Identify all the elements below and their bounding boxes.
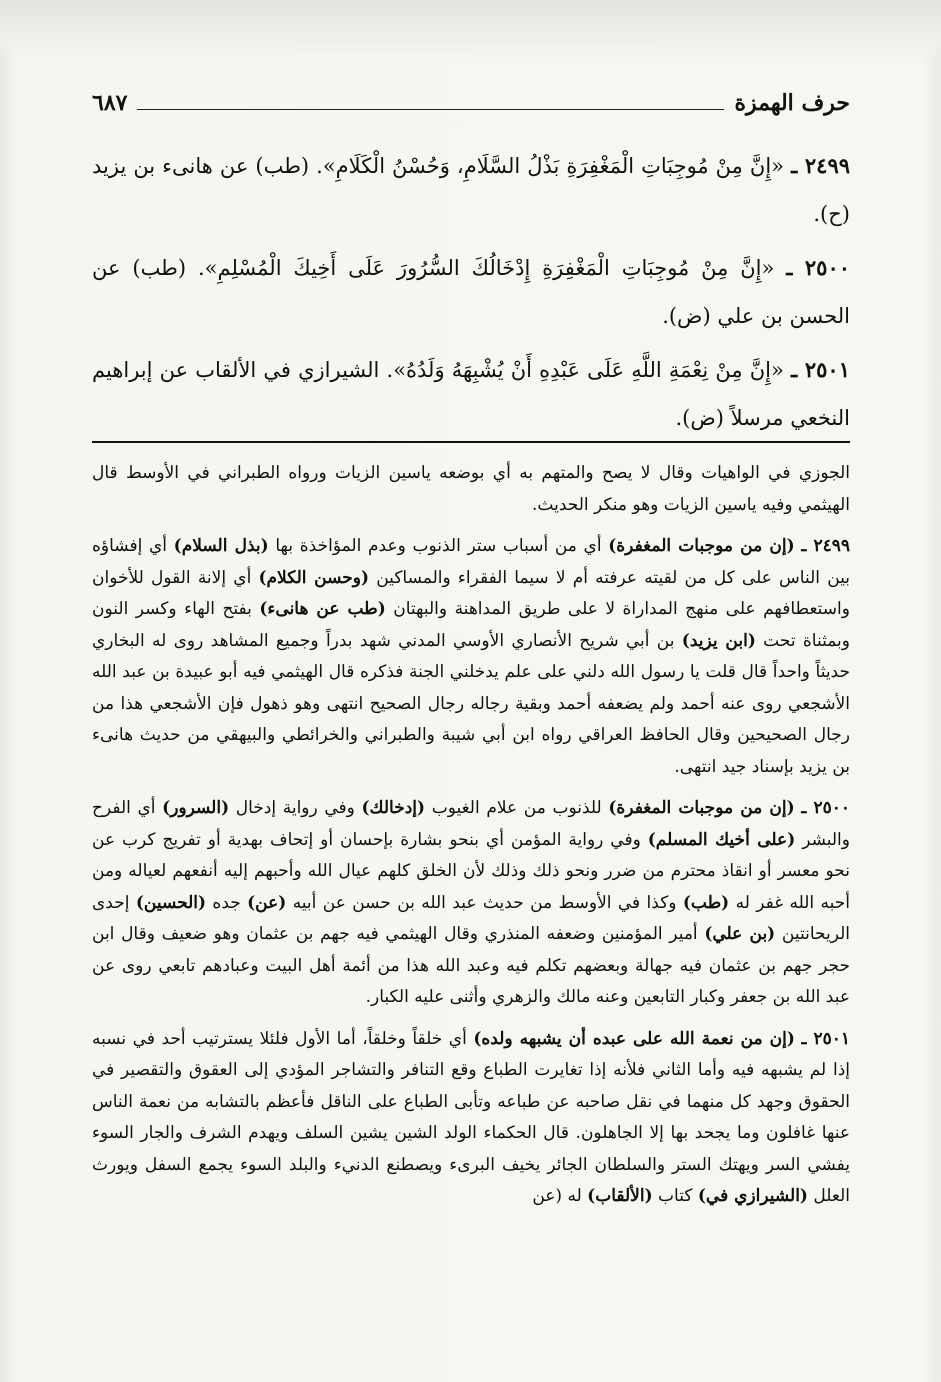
- lemma: (ابن يزيد): [681, 630, 756, 651]
- lemma: (الألقاب): [587, 1186, 653, 1206]
- hadith-quote: «إِنَّ مِنْ مُوجِبَاتِ الْمَغْفِرَةِ إِدْخَالُكَ السُّرُورَ عَلَى أَخِيكَ الْمُسْلِمِ»: [204, 256, 775, 280]
- hadith-source: . (طب) عن هانىء بن يزيد (ح).: [92, 154, 850, 226]
- lemma: (السرور): [162, 798, 230, 818]
- hadith-entry-2499: [92, 142, 850, 238]
- commentary-text: له (عن: [532, 1186, 588, 1206]
- commentary-2500: [92, 793, 850, 1014]
- running-title: حرف الهمزة: [734, 90, 850, 116]
- page-header: [92, 86, 850, 116]
- lemma: (إن من نعمة الله على عبده أن يشبهه ولده): [473, 1028, 795, 1049]
- entry-number: ٢٥٠١ ـ: [790, 357, 850, 382]
- commentary-text: جده: [206, 892, 248, 913]
- lemma: (عن): [247, 892, 287, 913]
- commentary-intro: الجوزي في الواهيات وقال لا يصح والمتهم به أي بوضعه ياسين الزيات ورواه الطبراني في الأوسط قال الهيثمي وفيه ياسين الزيات وهو منكر الحديث.: [92, 463, 850, 515]
- commentary: [92, 458, 850, 1223]
- commentary-text: أي خلقاً وخلقاً، أما الأول فلئلا يسترتيب أحد في نسبه إذا لم يشبهه فيه وأما الثاني فلأنه إذا تغايرت الطباع وقع التنافر والتشاجر المؤدي إلى العقوق والتقصير في الحقوق وجهد كل منهما في نقل صاحبه عن طباعه وتأبى الطباع على الناقل فأعظم بالتشابه من نعمة الناس عنها غافلون وما يجحد بها إلا الجاهلون. قال الحكماء الولد الشين يشين السلف ويهدم الشرف والجار السوء يفشي السر ويهتك الستر والسلطان الجائر يخيف البرىء ويصطنع الدنيء والبلد السوء يجمع السفل ويورث العلل: [92, 1028, 850, 1206]
- lemma: (بن علي): [704, 924, 776, 944]
- lemma: (إن من موجبات المغفرة): [608, 536, 795, 556]
- entry-number: ٢٤٩٩ ـ: [791, 153, 851, 178]
- lemma: (إن من موجبات المغفرة): [608, 798, 795, 818]
- hadith-text: [92, 142, 850, 442]
- footnote-divider: [92, 441, 850, 443]
- entry-number: ٢٥٠١ ـ: [801, 1028, 850, 1049]
- lemma: (طب عن هانىء): [259, 599, 386, 619]
- lemma: (على أخيك المسلم): [647, 829, 796, 850]
- commentary-text: أي الفرح والبشر: [92, 798, 850, 850]
- entry-number: ٢٤٩٩ ـ: [801, 536, 851, 556]
- commentary-text: بفتح الهاء وكسر النون وبمثناة تحت: [92, 599, 851, 651]
- commentary-text: أمير المؤمنين وضعفه المنذري وقال الهيثمي فيه جهم بن عثمان وهو ضعيف وقال ابن حجر جهم بن عثمان فيه جهالة وبعضهم تكلم فيه وعبد الله هذا من أئمة أهل البيت وعبادهم تابعي روى عن عبد الله بن جعفر وكبار التابعين وعنه مالك والزهري وأثنى عليه الكبار.: [92, 924, 850, 1007]
- lemma: (طب): [682, 892, 730, 913]
- entry-number: ٢٥٠٠ ـ: [801, 798, 850, 818]
- hadith-quote: «إِنَّ مِنْ مُوجِبَاتِ الْمَغْفِرَةِ بَذْلُ السَّلَامِ، وَحُسْنُ الْكَلَامِ»: [322, 154, 785, 178]
- commentary-text: أي إفشاؤه بين الناس على كل من لقيته عرفته أم لا سيما الفقراء والمساكين: [92, 536, 850, 588]
- entry-number: ٢٥٠٠ ـ: [786, 255, 851, 280]
- hadith-source: . (طب) عن الحسن بن علي (ض).: [92, 256, 850, 328]
- commentary-text: أي من أسباب ستر الذنوب وعدم المؤاخذة بها: [268, 536, 609, 556]
- lemma: (الشيرازي في): [697, 1186, 808, 1206]
- commentary-text: وفي رواية المؤمن أي بنحو بشارة بإحسان أو إتحاف بهدية أو تفريج كرب عن نحو معسر أو انقاذ محترم من ضرر ونحو ذلك وذلك لأن الخلق كلهم عيال الله وأحبهم إليه أنفعهم لعياله ومن أحبه الله غفر له: [92, 829, 850, 913]
- commentary-text: بن أبي شريح الأنصاري الأوسي المدني شهد بدراً وجميع المشاهد روى له البخاري حديثاً واحداً قال قلت يا رسول الله دلني على علم يدخلني الجنة فذكره قال الهيثمي فيه أبو عبيدة بن عبد الله الأشجعي روى عنه أحمد ولم يضعفه أحمد وبقية رجاله رجال الصحيح انتهى وهو ذهول فإن الأشجعي هذا من رجال الصحيحين وقال الحافظ العراقي رواه ابن أبي شيبة والطبراني والخرائطي والبيهقي من حديث هانىء بن يزيد بإسناد جيد انتهى.: [92, 630, 850, 777]
- page-number: ٦٨٧: [92, 90, 128, 116]
- hadith-quote: «إِنَّ مِنْ نِعْمَةِ اللَّهِ عَلَى عَبْدِهِ أَنْ يُشْبِهَهُ وَلَدُهُ»: [393, 358, 784, 382]
- header-rule: [137, 109, 724, 110]
- hadith-source: . الشيرازي في الألقاب عن إبراهيم النخعي مرسلاً (ض).: [92, 358, 850, 430]
- lemma: (الحسين): [135, 892, 207, 913]
- commentary-text: أي إلانة القول للأخوان واستعطافهم على منهج المداراة لا على طريق المداهنة والبهتان: [92, 567, 850, 619]
- commentary-text: إحدى الريحانتين: [92, 892, 850, 944]
- scan-shadow: [0, 0, 941, 60]
- hadith-entry-2500: [92, 244, 850, 340]
- commentary-text: وفي رواية إدخال: [229, 798, 362, 818]
- commentary-2501: [92, 1024, 850, 1213]
- commentary-text: وكذا في الأوسط من حديث عبد الله بن حسن عن أبيه: [286, 892, 683, 913]
- lemma: (بذل السلام): [173, 536, 269, 556]
- lemma: (إدخالك): [361, 798, 426, 818]
- commentary-text: للذنوب من علام الغيوب: [425, 798, 609, 818]
- commentary-2499: [92, 531, 850, 783]
- commentary-text: كتاب: [652, 1186, 698, 1206]
- hadith-entry-2501: [92, 346, 850, 442]
- lemma: (وحسن الكلام): [258, 567, 370, 588]
